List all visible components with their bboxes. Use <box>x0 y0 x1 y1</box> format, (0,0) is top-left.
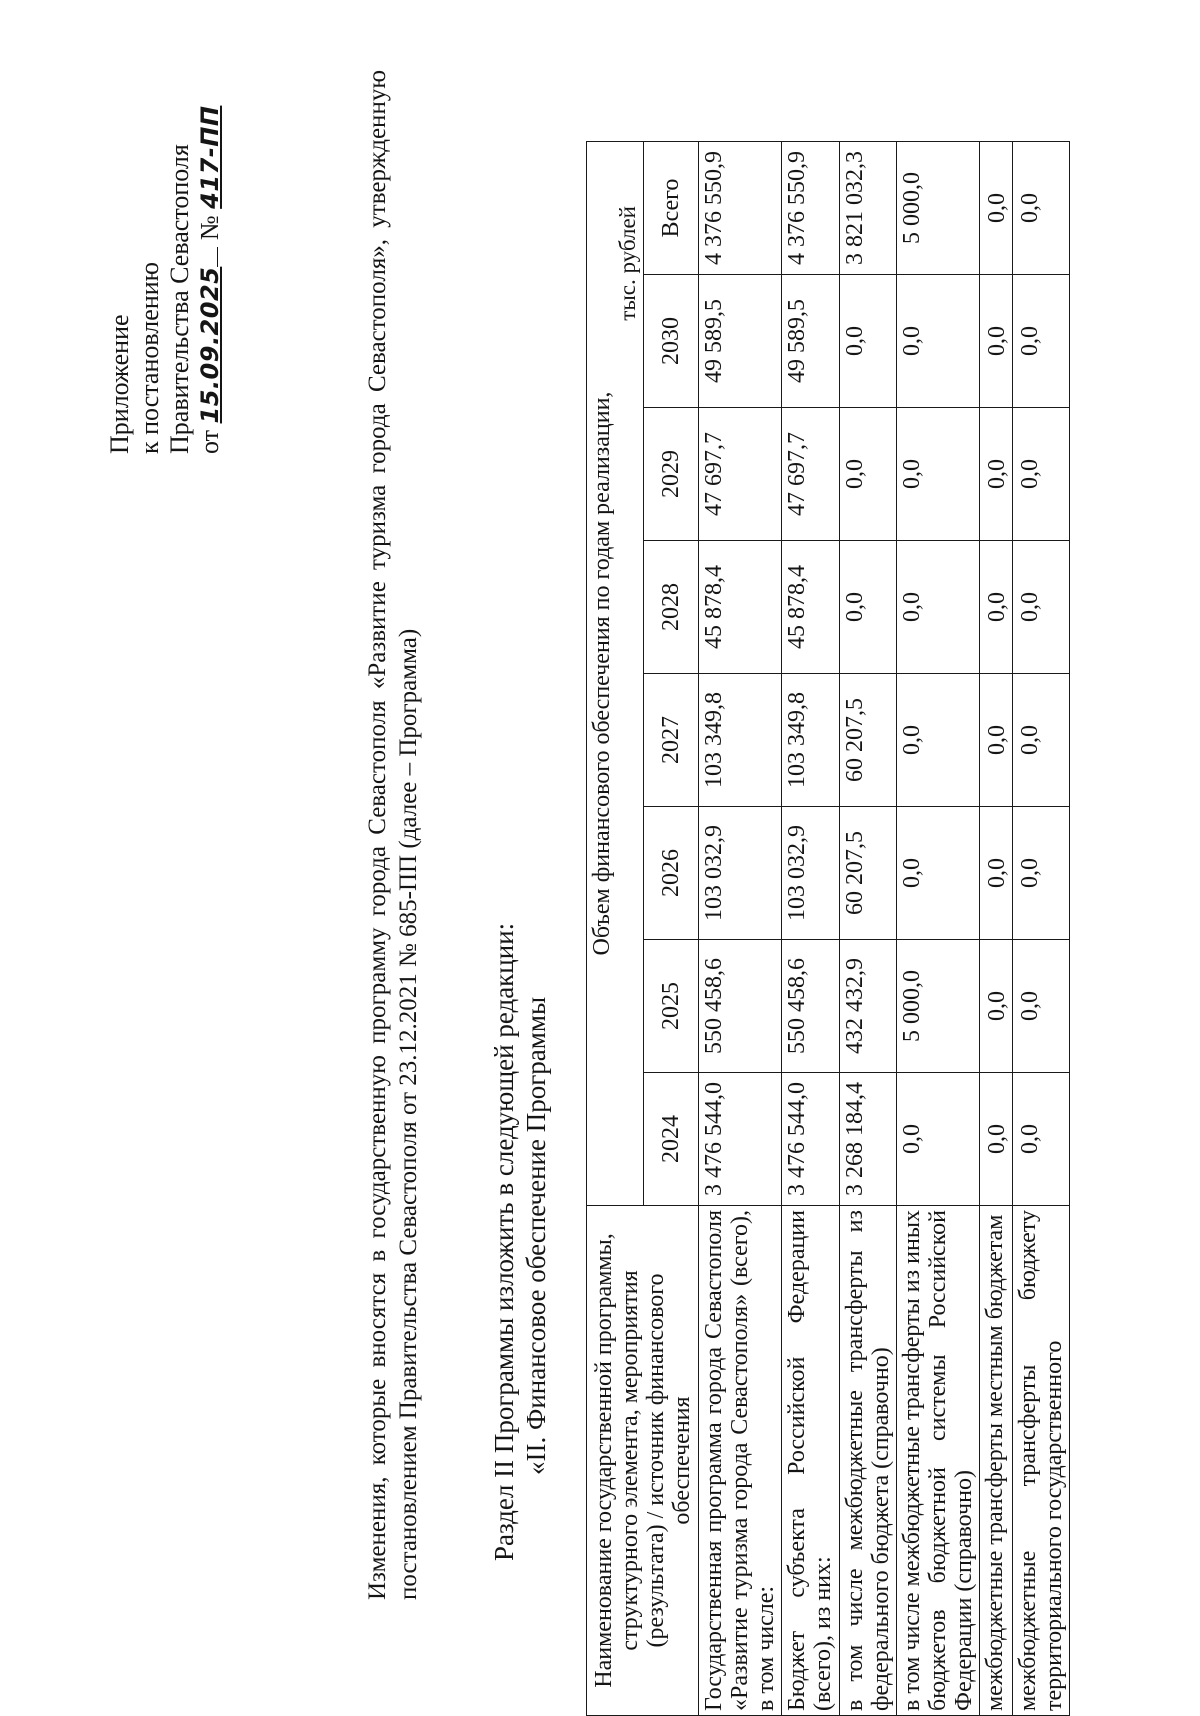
value-cell: 3 821 032,3 <box>840 142 897 275</box>
value-cell: 4 376 550,9 <box>699 142 782 275</box>
value-cell: 0,0 <box>1013 408 1070 541</box>
intro-paragraph: Изменения, которые вносятся в государственную программу города Севастополя «Развитие туризма города Севастополя», утвержденную постановлением Правительства Севастополя от 23.12.2021 № 685-ПП (далее – Программа) <box>364 70 422 1600</box>
value-cell: 0,0 <box>1013 275 1070 408</box>
value-cell: 0,0 <box>980 142 1013 275</box>
value-cell: 45 878,4 <box>782 541 840 674</box>
value-cell: 550 458,6 <box>782 940 840 1073</box>
year-header-cell: 2027 <box>644 674 699 807</box>
value-cell: 0,0 <box>980 1073 1013 1206</box>
table-row <box>980 142 1013 1716</box>
value-cell: 0,0 <box>1013 674 1070 807</box>
value-cell: 0,0 <box>840 275 897 408</box>
value-cell: 49 589,5 <box>782 275 840 408</box>
value-cell: 5 000,0 <box>897 142 980 275</box>
value-cell: 3 476 544,0 <box>699 1073 782 1206</box>
row-name-cell: в том числе межбюджетные трансферты из иных бюджетов бюджетной системы Российской Федерации (справочно) <box>897 1206 980 1716</box>
value-cell: 5 000,0 <box>897 940 980 1073</box>
value-cell: 0,0 <box>1013 940 1070 1073</box>
section-title <box>488 161 552 1561</box>
value-cell: 3 268 184,4 <box>840 1073 897 1206</box>
financing-table <box>586 141 1070 1716</box>
value-cell: 0,0 <box>897 408 980 541</box>
value-cell: 0,0 <box>897 275 980 408</box>
value-cell: 103 349,8 <box>699 674 782 807</box>
section-heading: «II. Финансовое обеспечение Программы <box>521 996 551 1475</box>
value-cell: 0,0 <box>1013 807 1070 940</box>
value-cell: 47 697,7 <box>699 408 782 541</box>
table-body <box>699 142 1070 1716</box>
row-name-cell: Государственная программа города Севастополя «Развитие туризма города Севастополя» (всего), в том числе: <box>699 1206 782 1716</box>
value-cell: 0,0 <box>897 807 980 940</box>
table-row <box>840 142 897 1716</box>
year-header-cell: 2024 <box>644 1073 699 1206</box>
value-cell: 0,0 <box>980 807 1013 940</box>
header-row-top <box>587 142 644 1716</box>
value-cell: 45 878,4 <box>699 541 782 674</box>
value-cell: 49 589,5 <box>699 275 782 408</box>
appendix-date-line <box>195 34 225 454</box>
year-header-cell: 2030 <box>644 275 699 408</box>
value-cell: 4 376 550,9 <box>782 142 840 275</box>
value-cell: 47 697,7 <box>782 408 840 541</box>
appendix-block <box>105 34 225 454</box>
appendix-title: Приложение <box>105 314 134 454</box>
handwritten-date: 15.09.2025 <box>196 266 224 424</box>
value-cell: 0,0 <box>897 541 980 674</box>
value-cell: 0,0 <box>980 275 1013 408</box>
section-instruction: Раздел II Программы изложить в следующей редакции: <box>489 922 519 1561</box>
header-volume-label: Объем финансового обеспечения по годам реализации, <box>589 391 615 956</box>
value-cell: 0,0 <box>897 1073 980 1206</box>
table-row <box>782 142 840 1716</box>
value-cell: 0,0 <box>1013 541 1070 674</box>
date-prefix: от <box>195 429 224 454</box>
value-cell: 0,0 <box>840 408 897 541</box>
row-name-cell: межбюджетные трансферты местным бюджетам <box>980 1206 1013 1716</box>
table-row <box>1013 142 1070 1716</box>
value-cell: 0,0 <box>980 674 1013 807</box>
value-cell: 0,0 <box>840 541 897 674</box>
value-cell: 550 458,6 <box>699 940 782 1073</box>
value-cell: 3 476 544,0 <box>782 1073 840 1206</box>
year-header-cell: 2029 <box>644 408 699 541</box>
value-cell: 60 207,5 <box>840 674 897 807</box>
row-name-cell: межбюджетные трансферты бюджету территориального государственного <box>1013 1206 1070 1716</box>
handwritten-number: 417-ПП <box>196 105 224 209</box>
underline-gap <box>216 247 218 267</box>
row-name-cell: Бюджет субъекта Российской Федерации (всего), из них: <box>782 1206 840 1716</box>
header-name-cell: Наименование государственной программы, структурного элемента, мероприятия (результата) / источник финансового обеспечения <box>587 1206 699 1716</box>
header-volume-cell <box>587 142 644 1206</box>
value-cell: 0,0 <box>1013 1073 1070 1206</box>
table-row <box>699 142 782 1716</box>
value-cell: 0,0 <box>897 674 980 807</box>
value-cell: 0,0 <box>980 541 1013 674</box>
appendix-line-government: Правительства Севастополя <box>165 144 194 454</box>
year-header-cell: 2026 <box>644 807 699 940</box>
year-header-cell: Всего <box>644 142 699 275</box>
year-header-cell: 2025 <box>644 940 699 1073</box>
row-name-cell: в том числе межбюджетные трансферты из федерального бюджета (справочно) <box>840 1206 897 1716</box>
value-cell: 0,0 <box>1013 142 1070 275</box>
value-cell: 0,0 <box>980 408 1013 541</box>
value-cell: 103 032,9 <box>699 807 782 940</box>
value-cell: 60 207,5 <box>840 807 897 940</box>
header-units: тыс. рублей <box>615 206 640 321</box>
appendix-line-resolution: к постановлению <box>135 261 164 454</box>
value-cell: 103 032,9 <box>782 807 840 940</box>
value-cell: 103 349,8 <box>782 674 840 807</box>
table-row <box>897 142 980 1716</box>
number-prefix: № <box>195 215 224 241</box>
value-cell: 432 432,9 <box>840 940 897 1073</box>
value-cell: 0,0 <box>980 940 1013 1073</box>
year-header-cell: 2028 <box>644 541 699 674</box>
